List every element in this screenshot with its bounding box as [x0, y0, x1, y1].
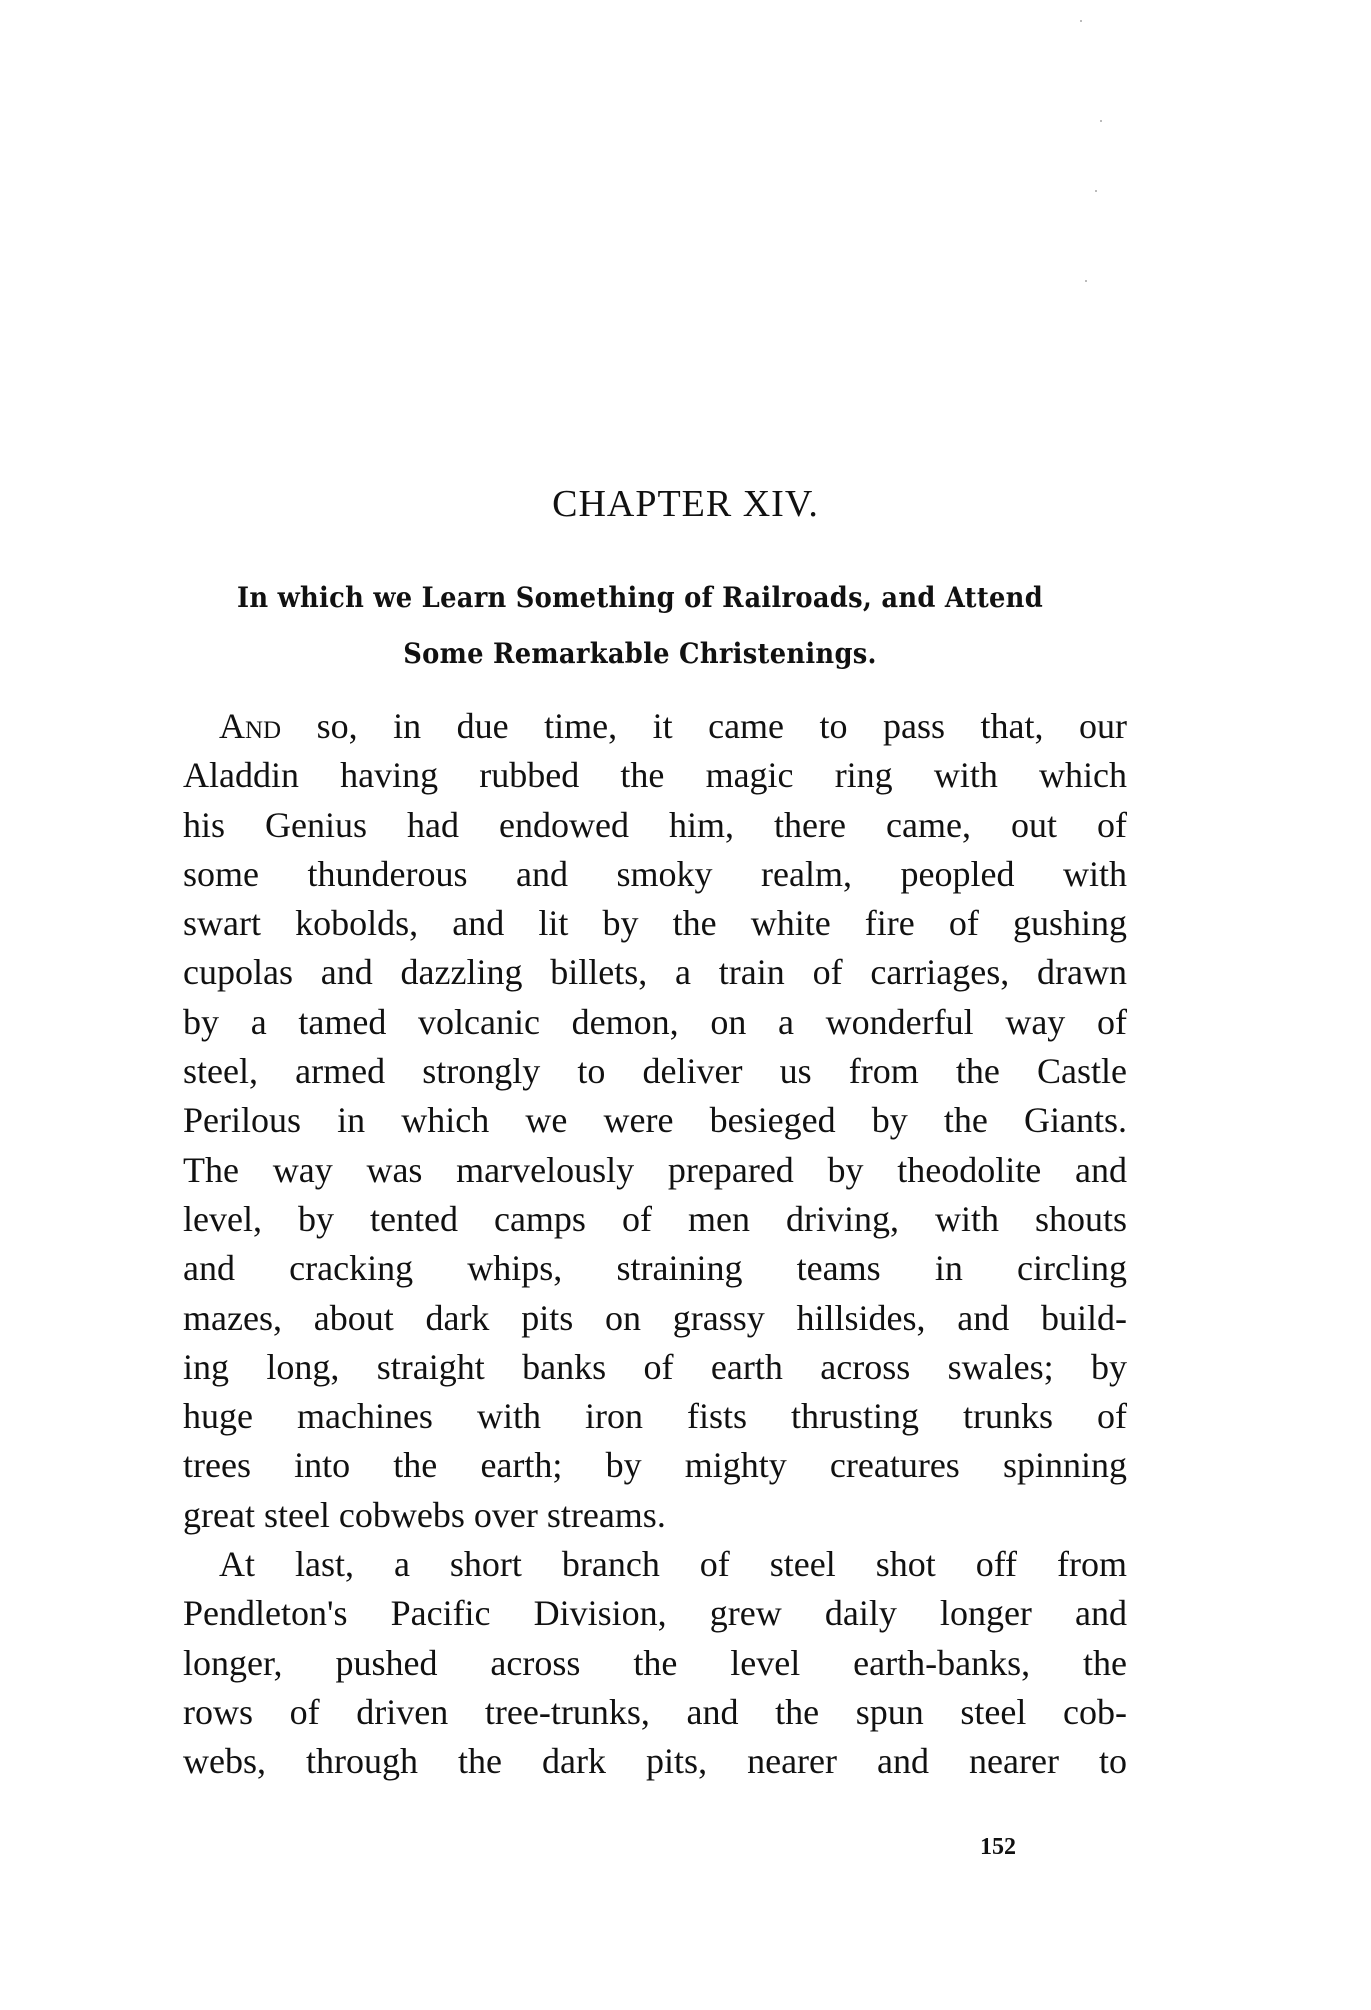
page-number: 152 — [980, 1834, 1016, 1860]
body-text — [183, 702, 1127, 1787]
chapter-heading: CHAPTER XIV. — [552, 483, 819, 525]
scan-speck — [1085, 280, 1087, 282]
text-line: And so, in due time, it came to pass that, our — [219, 706, 1127, 746]
text-line: huge machines with iron fists thrusting trunks of — [183, 1396, 1127, 1437]
text-line: ing long, straight banks of earth across swales; by — [183, 1346, 1127, 1387]
subtitle-line: Some Remarkable Christenings. — [403, 637, 877, 670]
text-line: Aladdin having rubbed the magic ring with which — [183, 755, 1127, 796]
text-line: mazes, about dark pits on grassy hillsides, and build- — [183, 1297, 1127, 1338]
subtitle-line: In which we Learn Something of Railroads, and Attend — [237, 581, 1043, 614]
text-line: longer, pushed across the level earth-banks, the — [183, 1642, 1127, 1683]
text-line: great steel cobwebs over streams. — [183, 1494, 666, 1535]
text-line: At last, a short branch of steel shot off from — [219, 1544, 1127, 1585]
text-line: Perilous in which we were besieged by the Giants. — [183, 1100, 1127, 1141]
scan-speck — [1100, 120, 1102, 122]
scan-speck — [1080, 20, 1082, 22]
text-line: by a tamed volcanic demon, on a wonderful way of — [183, 1001, 1127, 1042]
text-line: some thunderous and smoky realm, peopled with — [183, 853, 1127, 894]
lead-word: And — [219, 706, 282, 746]
text-line: rows of driven tree-trunks, and the spun steel cob- — [183, 1691, 1127, 1732]
scan-speck — [1095, 190, 1097, 192]
text-line: and cracking whips, straining teams in circling — [183, 1248, 1127, 1289]
text-line: his Genius had endowed him, there came, out of — [183, 804, 1127, 845]
text-line: The way was marvelously prepared by theodolite and — [183, 1149, 1127, 1190]
text-line: Pendleton's Pacific Division, grew daily longer and — [183, 1593, 1127, 1634]
text-line: level, by tented camps of men driving, with shouts — [183, 1198, 1127, 1239]
text-line: trees into the earth; by mighty creatures spinning — [183, 1445, 1127, 1486]
text-line: webs, through the dark pits, nearer and nearer to — [183, 1741, 1127, 1782]
text-line: steel, armed strongly to deliver us from the Castle — [183, 1051, 1127, 1092]
text-line: swart kobolds, and lit by the white fire of gushing — [183, 903, 1127, 944]
text-line: cupolas and dazzling billets, a train of carriages, drawn — [183, 952, 1127, 993]
chapter-subtitle — [171, 570, 1109, 682]
